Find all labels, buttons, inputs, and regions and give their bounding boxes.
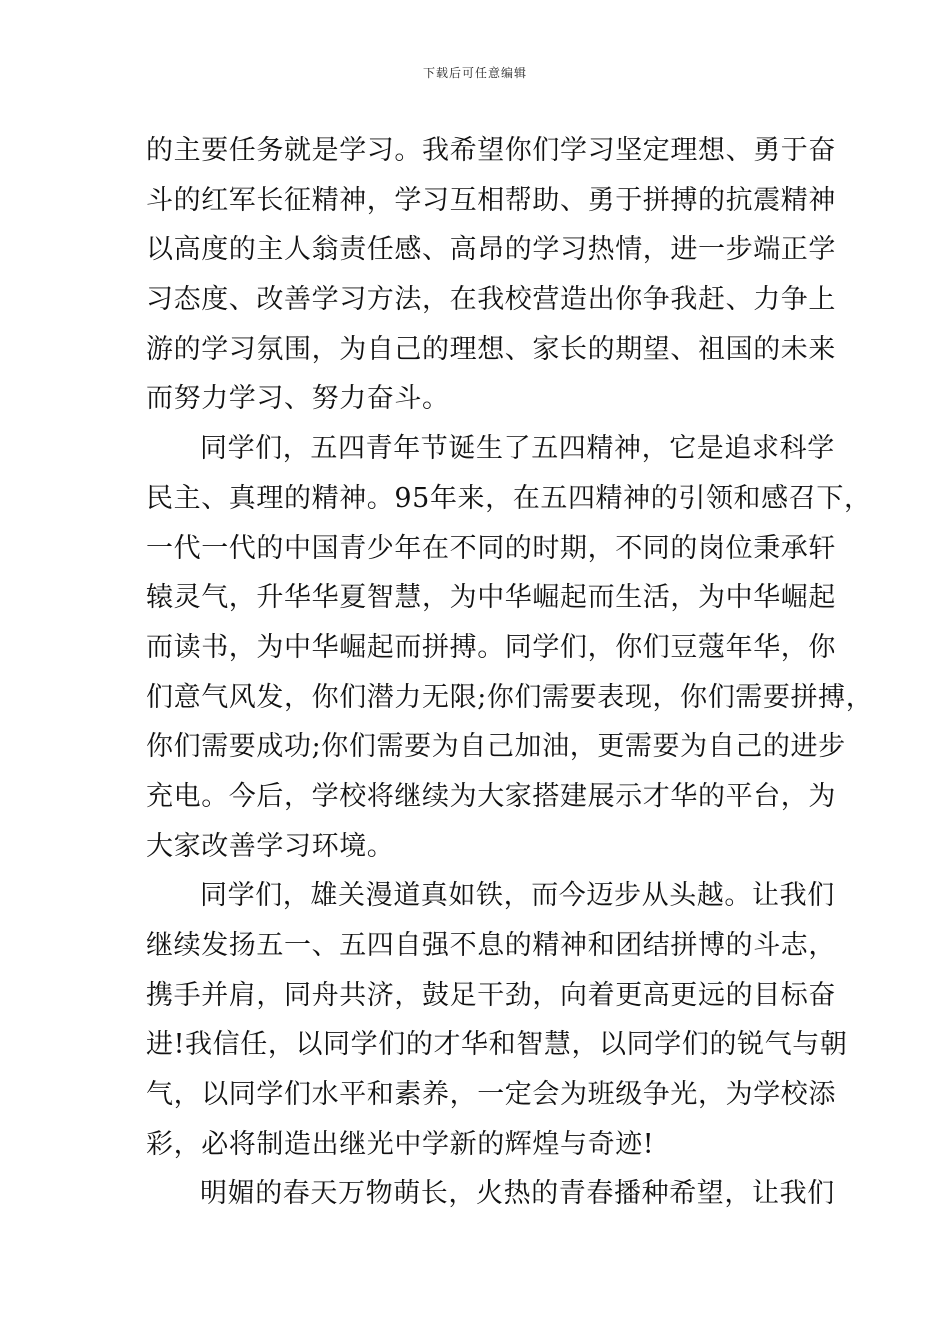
text-line: 你们需要成功;你们需要为自己加油，更需要为自己的进步 xyxy=(146,731,846,763)
text-line: 而努力学习、努力奋斗。 xyxy=(146,383,450,415)
text-line: 习态度、改善学习方法，在我校营造出你争我赶、力争上 xyxy=(146,284,836,316)
text-line: 同学们，五四青年节诞生了五四精神，它是追求科学 xyxy=(200,433,835,465)
page-header: 下载后可任意编辑 xyxy=(422,66,527,80)
text-line: 气，以同学们水平和素养，一定会为班级争光，为学校添 xyxy=(146,1079,836,1111)
text-line: 进!我信任，以同学们的才华和智慧，以同学们的锐气与朝 xyxy=(146,1029,848,1061)
text-line: 携手并肩，同舟共济，鼓足干劲，向着更高更远的目标奋 xyxy=(146,979,836,1011)
document-body xyxy=(146,126,874,1219)
text-line: 明媚的春天万物萌长，火热的青春播种希望，让我们 xyxy=(200,1178,835,1210)
text-line: 而读书，为中华崛起而拼搏。同学们，你们豆蔻年华，你 xyxy=(146,631,836,663)
text-line: 们意气风发，你们潜力无限;你们需要表现，你们需要拼搏， xyxy=(146,681,874,713)
text-line: 的主要任务就是学习。我希望你们学习坚定理想、勇于奋 xyxy=(146,135,836,166)
text-line: 辕灵气，升华华夏智慧，为中华崛起而生活，为中华崛起 xyxy=(146,582,836,614)
text-line: 继续发扬五一、五四自强不息的精神和团结拼博的斗志， xyxy=(146,930,836,961)
text-line: 彩，必将制造出继光中学新的辉煌与奇迹! xyxy=(146,1128,655,1160)
text-line: 充电。今后，学校将继续为大家搭建展示才华的平台，为 xyxy=(146,780,836,812)
text-line: 以高度的主人翁责任感、高昂的学习热情，进一步端正学 xyxy=(146,234,836,266)
text-line: 同学们，雄关漫道真如铁，而今迈步从头越。让我们 xyxy=(200,880,835,912)
text-line: 一代一代的中国青少年在不同的时期，不同的岗位秉承轩 xyxy=(146,532,836,564)
text-line: 游的学习氛围，为自己的理想、家长的期望、祖国的未来 xyxy=(146,333,836,365)
text-line: 斗的红军长征精神，学习互相帮助、勇于拼搏的抗震精神 xyxy=(146,184,836,216)
text-line: 大家改善学习环境。 xyxy=(146,830,395,862)
text-line: 民主、真理的精神。95年来，在五四精神的引领和感召下， xyxy=(146,482,872,514)
